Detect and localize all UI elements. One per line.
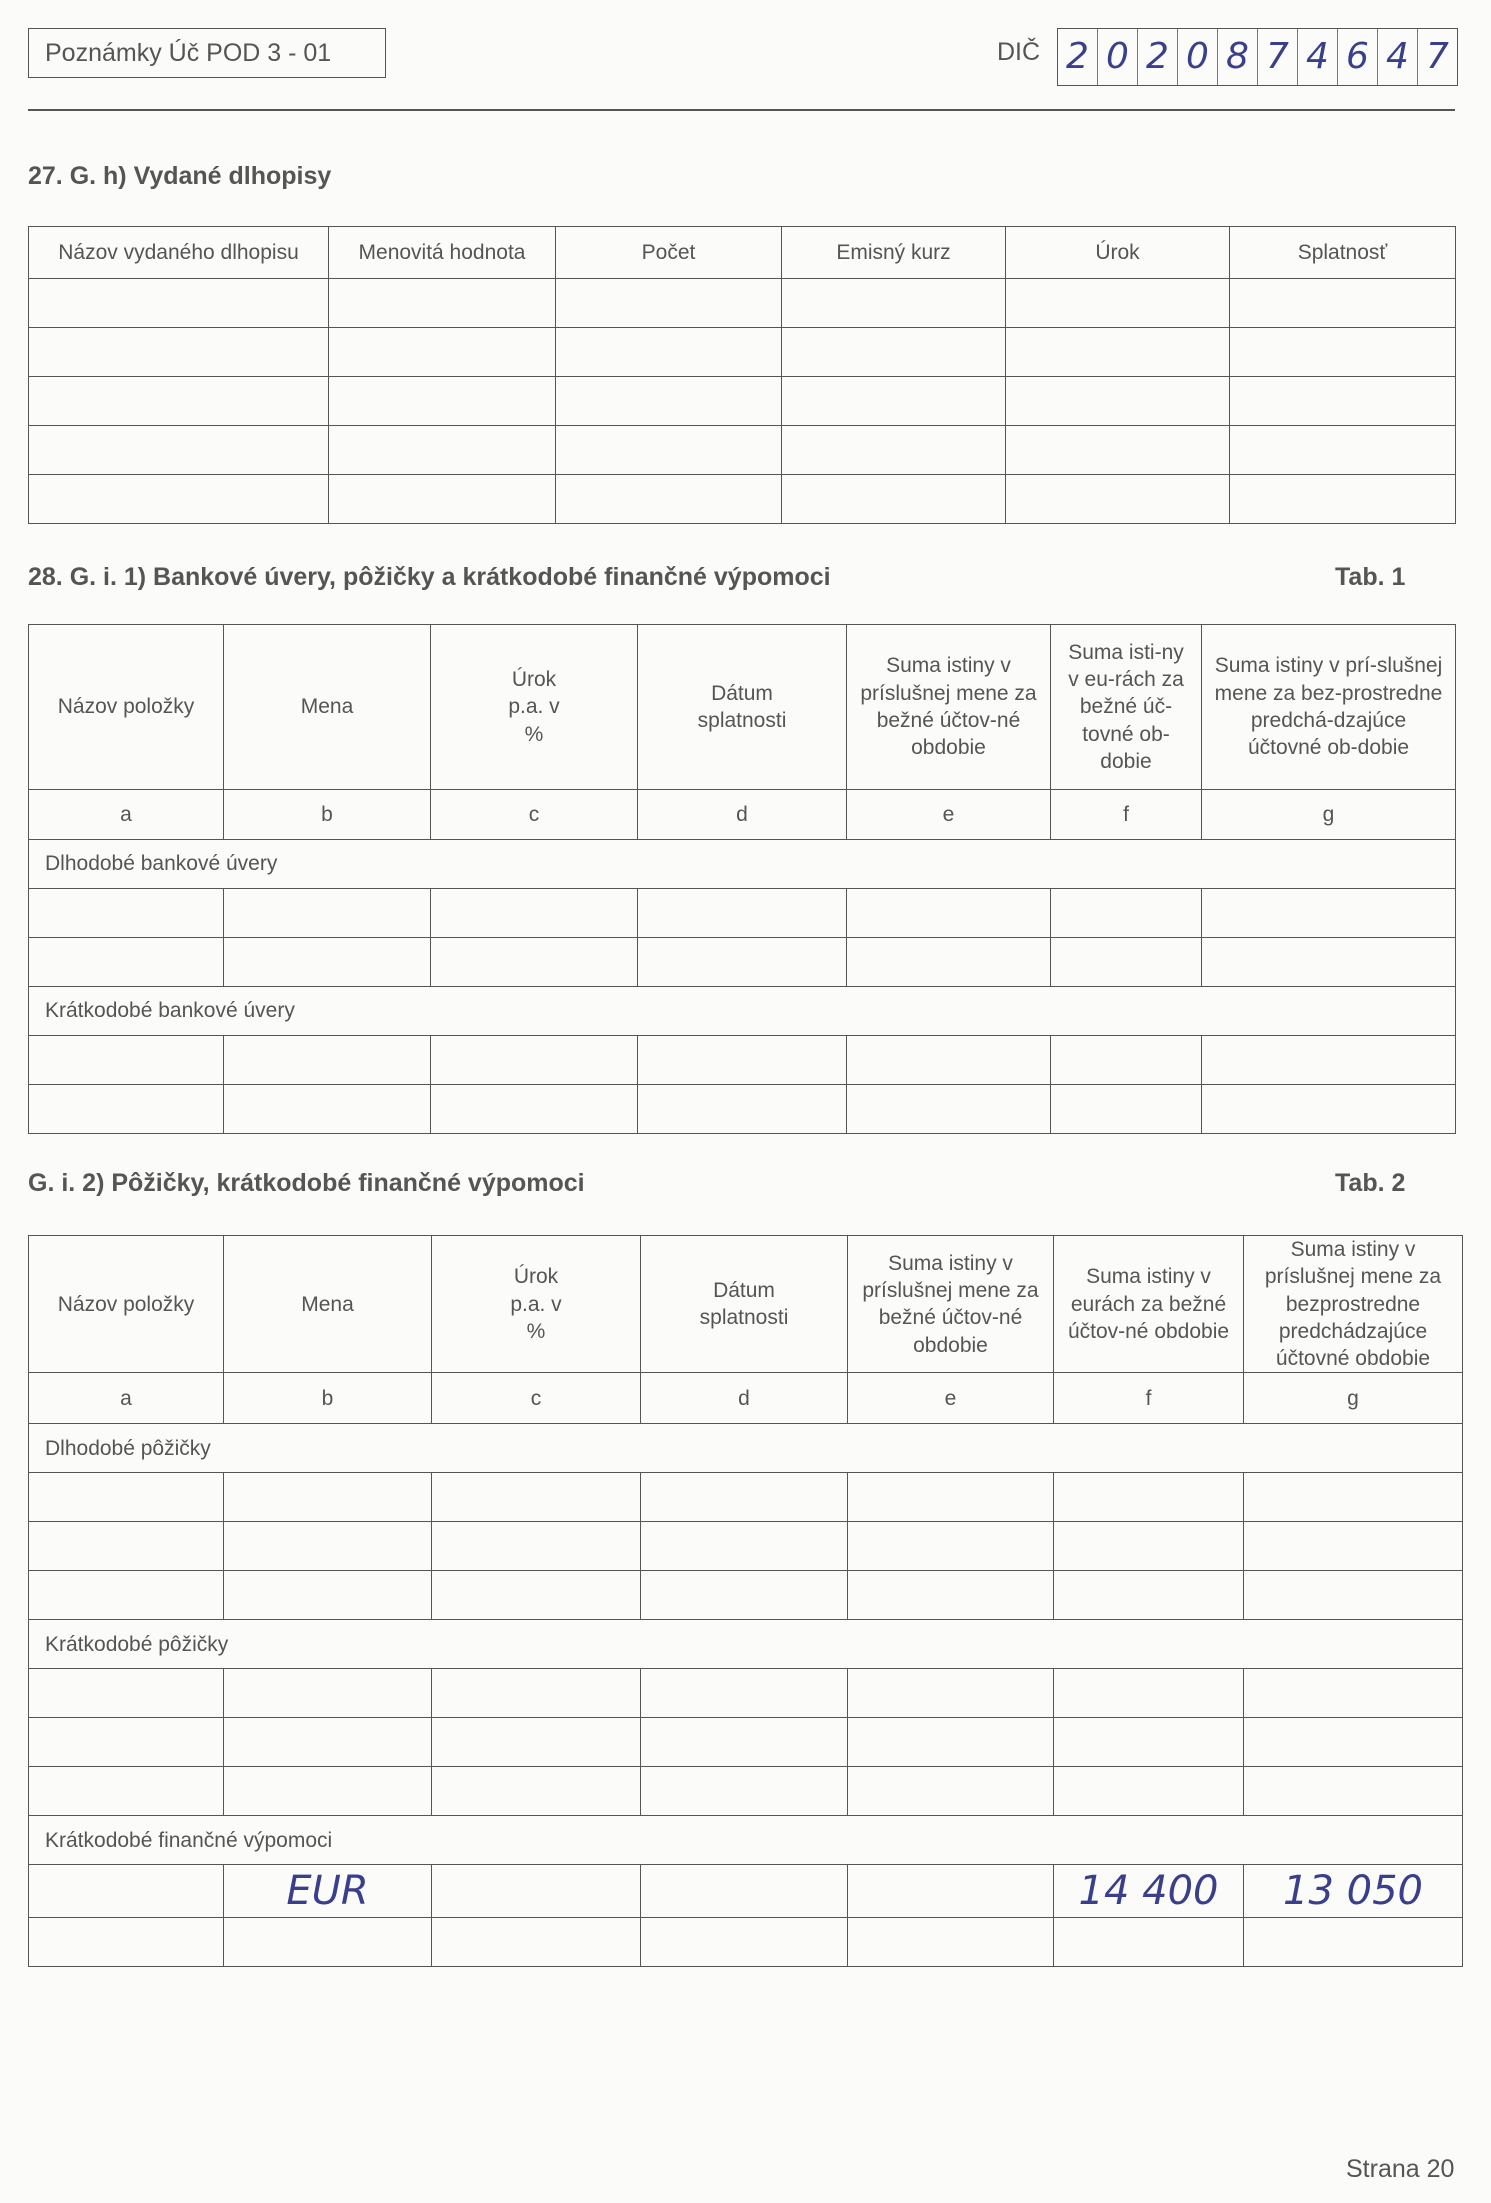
cell[interactable]: [432, 1473, 641, 1522]
table-row: [29, 1085, 1456, 1134]
table-row: [29, 938, 1456, 987]
table-row: [29, 1669, 1463, 1718]
cell[interactable]: [29, 1036, 224, 1085]
cell[interactable]: [638, 938, 847, 987]
col-letter: e: [848, 1373, 1054, 1424]
cell[interactable]: [29, 938, 224, 987]
cell[interactable]: [29, 1918, 224, 1967]
cell[interactable]: [329, 426, 556, 475]
dic-digit: 7: [1258, 29, 1298, 85]
cell[interactable]: [29, 1473, 224, 1522]
col-header: Dátum splatnosti: [641, 1236, 848, 1373]
col-header: Suma istiny v príslušnej mene za bežné účtov-né obdobie: [848, 1236, 1054, 1373]
cell[interactable]: [29, 1085, 224, 1134]
table-row: [29, 1522, 1463, 1571]
cell[interactable]: [1006, 377, 1230, 426]
table-row: [29, 889, 1456, 938]
cell[interactable]: [29, 1669, 224, 1718]
cell[interactable]: [29, 475, 329, 524]
col-letter: a: [29, 1373, 224, 1424]
cell[interactable]: [224, 1036, 431, 1085]
cell[interactable]: [224, 889, 431, 938]
cell[interactable]: [782, 279, 1006, 328]
dic-digit: 0: [1098, 29, 1138, 85]
cell[interactable]: [641, 1865, 848, 1918]
col-header: Dátum splatnosti: [638, 625, 847, 790]
col-header: Mena: [224, 1236, 432, 1373]
cell[interactable]: [224, 1571, 432, 1620]
cell[interactable]: [638, 1085, 847, 1134]
col-header: Názov vydaného dlhopisu: [29, 227, 329, 279]
cell[interactable]: [224, 1767, 432, 1816]
col-letter: c: [432, 1373, 641, 1424]
cell[interactable]: [29, 1718, 224, 1767]
cell[interactable]: [29, 889, 224, 938]
cell[interactable]: [431, 938, 638, 987]
col-letter: b: [224, 1373, 432, 1424]
col-letter: g: [1244, 1373, 1463, 1424]
cell[interactable]: [848, 1918, 1054, 1967]
cell[interactable]: [641, 1718, 848, 1767]
section-row-short-term-financial-aid: Krátkodobé finančné výpomoci: [29, 1816, 1463, 1865]
cell[interactable]: [848, 1865, 1054, 1918]
cell[interactable]: [848, 1669, 1054, 1718]
cell[interactable]: [848, 1718, 1054, 1767]
dic-digit: 4: [1298, 29, 1338, 85]
col-letter: d: [638, 790, 847, 840]
cell[interactable]: [641, 1918, 848, 1967]
cell[interactable]: [556, 426, 782, 475]
cell[interactable]: [1230, 377, 1456, 426]
col-header: Úrok p.a. v %: [431, 625, 638, 790]
table-row: [29, 1473, 1463, 1522]
dic-digit: 8: [1218, 29, 1258, 85]
table-row: [29, 1918, 1463, 1967]
cell[interactable]: [782, 377, 1006, 426]
cell[interactable]: [29, 1571, 224, 1620]
cell[interactable]: [329, 377, 556, 426]
cell[interactable]: [1006, 475, 1230, 524]
cell[interactable]: [1244, 1522, 1463, 1571]
table-row: [29, 1767, 1463, 1816]
principal-previous-period-cell[interactable]: 13 050: [1244, 1865, 1463, 1918]
cell[interactable]: [1051, 889, 1202, 938]
dic-digit: 0: [1178, 29, 1218, 85]
cell[interactable]: [782, 328, 1006, 377]
dic-digit: 2: [1138, 29, 1178, 85]
cell[interactable]: [1006, 279, 1230, 328]
cell[interactable]: [1054, 1473, 1244, 1522]
cell[interactable]: [329, 328, 556, 377]
section-row-short-term-bank-loans: Krátkodobé bankové úvery: [29, 987, 1456, 1036]
cell[interactable]: [1054, 1918, 1244, 1967]
header-divider: [28, 109, 1455, 111]
col-header: Suma istiny v eurách za bežné účtov-né obdobie: [1054, 1236, 1244, 1373]
cell[interactable]: [224, 1085, 431, 1134]
currency-cell[interactable]: EUR: [224, 1865, 432, 1918]
cell[interactable]: [431, 1036, 638, 1085]
cell[interactable]: [1244, 1918, 1463, 1967]
cell[interactable]: [432, 1918, 641, 1967]
col-letter: a: [29, 790, 224, 840]
cell[interactable]: [29, 377, 329, 426]
table-row: [29, 1036, 1456, 1085]
dic-digit: 4: [1378, 29, 1418, 85]
cell[interactable]: [1051, 938, 1202, 987]
cell[interactable]: [1244, 1767, 1463, 1816]
cell[interactable]: [1230, 475, 1456, 524]
table-row: [29, 279, 1456, 328]
cell[interactable]: [1006, 328, 1230, 377]
cell[interactable]: [29, 328, 329, 377]
cell[interactable]: [641, 1767, 848, 1816]
dic-digit: 7: [1426, 36, 1449, 77]
col-header: Suma isti-ny v eu-rách za bežné úč-tovné ob-dobie: [1051, 625, 1202, 790]
form-title: Poznámky Úč POD 3 - 01: [28, 28, 386, 78]
cell[interactable]: [1054, 1718, 1244, 1767]
cell[interactable]: [1244, 1718, 1463, 1767]
cell[interactable]: [847, 889, 1051, 938]
cell[interactable]: [556, 328, 782, 377]
cell[interactable]: [329, 279, 556, 328]
col-letter: b: [224, 790, 431, 840]
cell[interactable]: [432, 1522, 641, 1571]
cell[interactable]: [1230, 279, 1456, 328]
bank-loans-table: [28, 624, 1456, 1134]
col-header: Počet: [556, 227, 782, 279]
tab-label: Tab. 1: [1335, 563, 1406, 591]
cell[interactable]: [224, 1669, 432, 1718]
cell[interactable]: [1054, 1767, 1244, 1816]
bonds-table: [28, 226, 1456, 524]
cell[interactable]: [641, 1571, 848, 1620]
table-row: [29, 1718, 1463, 1767]
cell[interactable]: [848, 1767, 1054, 1816]
cell[interactable]: [432, 1571, 641, 1620]
cell[interactable]: [638, 889, 847, 938]
cell[interactable]: [782, 475, 1006, 524]
table-row: [29, 1571, 1463, 1620]
col-header: Mena: [224, 625, 431, 790]
table-row: [29, 475, 1456, 524]
cell[interactable]: [224, 1718, 432, 1767]
col-header: Úrok p.a. v %: [432, 1236, 641, 1373]
cell[interactable]: [638, 1036, 847, 1085]
col-header: Suma istiny v príslušnej mene za bežné účtov-né obdobie: [847, 625, 1051, 790]
col-header: Emisný kurz: [782, 227, 1006, 279]
dic-digit: 6: [1338, 29, 1378, 85]
cell[interactable]: [29, 1767, 224, 1816]
cell[interactable]: [29, 1865, 224, 1918]
cell[interactable]: [1054, 1571, 1244, 1620]
table-row: [29, 1865, 1463, 1918]
cell[interactable]: [432, 1718, 641, 1767]
cell[interactable]: [1054, 1669, 1244, 1718]
dic-label: DIČ: [997, 38, 1041, 66]
section-gi2-title: G. i. 2) Pôžičky, krátkodobé finančné výpomoci: [28, 1169, 585, 1197]
cell[interactable]: [556, 475, 782, 524]
col-letter: f: [1051, 790, 1202, 840]
section-28-title: 28. G. i. 1) Bankové úvery, pôžičky a krátkodobé finančné výpomoci: [28, 563, 831, 591]
cell[interactable]: [1054, 1522, 1244, 1571]
cell[interactable]: [641, 1522, 848, 1571]
cell[interactable]: [431, 889, 638, 938]
principal-eur-cell[interactable]: 14 400: [1054, 1865, 1244, 1918]
cell[interactable]: [848, 1473, 1054, 1522]
col-header: Názov položky: [29, 625, 224, 790]
page-number: Strana 20: [1346, 2155, 1455, 2183]
cell[interactable]: [847, 1085, 1051, 1134]
section-row-long-term-bank-loans: Dlhodobé bankové úvery: [29, 840, 1456, 889]
cell[interactable]: [1202, 1085, 1456, 1134]
col-header: Úrok: [1006, 227, 1230, 279]
col-letter: d: [641, 1373, 848, 1424]
cell[interactable]: [29, 279, 329, 328]
section-row-short-term-loans: Krátkodobé pôžičky: [29, 1620, 1463, 1669]
cell[interactable]: [224, 1918, 432, 1967]
cell[interactable]: [1230, 426, 1456, 475]
cell[interactable]: [1244, 1669, 1463, 1718]
cell[interactable]: [1244, 1571, 1463, 1620]
cell[interactable]: [1244, 1473, 1463, 1522]
cell[interactable]: [556, 279, 782, 328]
cell[interactable]: [224, 1522, 432, 1571]
cell[interactable]: [1006, 426, 1230, 475]
col-letter: c: [431, 790, 638, 840]
section-27-title: 27. G. h) Vydané dlhopisy: [28, 162, 332, 190]
col-letter: e: [847, 790, 1051, 840]
col-header: Menovitá hodnota: [329, 227, 556, 279]
loans-table: [28, 1235, 1463, 1967]
cell[interactable]: [782, 426, 1006, 475]
cell[interactable]: [29, 1522, 224, 1571]
cell[interactable]: [1202, 1036, 1456, 1085]
cell[interactable]: [641, 1473, 848, 1522]
cell[interactable]: [432, 1865, 641, 1918]
cell[interactable]: [1230, 328, 1456, 377]
table-row: [29, 426, 1456, 475]
cell[interactable]: [1051, 1085, 1202, 1134]
cell[interactable]: [1202, 938, 1456, 987]
table-row: [29, 377, 1456, 426]
cell[interactable]: [1202, 889, 1456, 938]
cell[interactable]: [848, 1522, 1054, 1571]
dic-field[interactable]: [1057, 28, 1458, 86]
cell[interactable]: [1051, 1036, 1202, 1085]
col-header: Suma istiny v príslušnej mene za bezprostredne predchádzajúce účtovné obdobie: [1244, 1236, 1463, 1373]
dic-digit: 2: [1058, 29, 1098, 85]
col-letter: f: [1054, 1373, 1244, 1424]
cell[interactable]: [29, 426, 329, 475]
col-letter: g: [1202, 790, 1456, 840]
cell[interactable]: [432, 1767, 641, 1816]
cell[interactable]: [224, 938, 431, 987]
col-header: Splatnosť: [1230, 227, 1456, 279]
section-row-long-term-loans: Dlhodobé pôžičky: [29, 1424, 1463, 1473]
cell[interactable]: [329, 475, 556, 524]
col-header: Suma istiny v prí-slušnej mene za bez-prostredne predchá-dzajúce účtovné ob-dobie: [1202, 625, 1456, 790]
col-header: Názov položky: [29, 1236, 224, 1373]
cell[interactable]: [431, 1085, 638, 1134]
cell[interactable]: [847, 1036, 1051, 1085]
cell[interactable]: [432, 1669, 641, 1718]
cell[interactable]: [224, 1473, 432, 1522]
table-row: [29, 328, 1456, 377]
tab-label: Tab. 2: [1335, 1169, 1406, 1197]
cell[interactable]: [847, 938, 1051, 987]
cell[interactable]: [556, 377, 782, 426]
cell[interactable]: [848, 1571, 1054, 1620]
cell[interactable]: [641, 1669, 848, 1718]
